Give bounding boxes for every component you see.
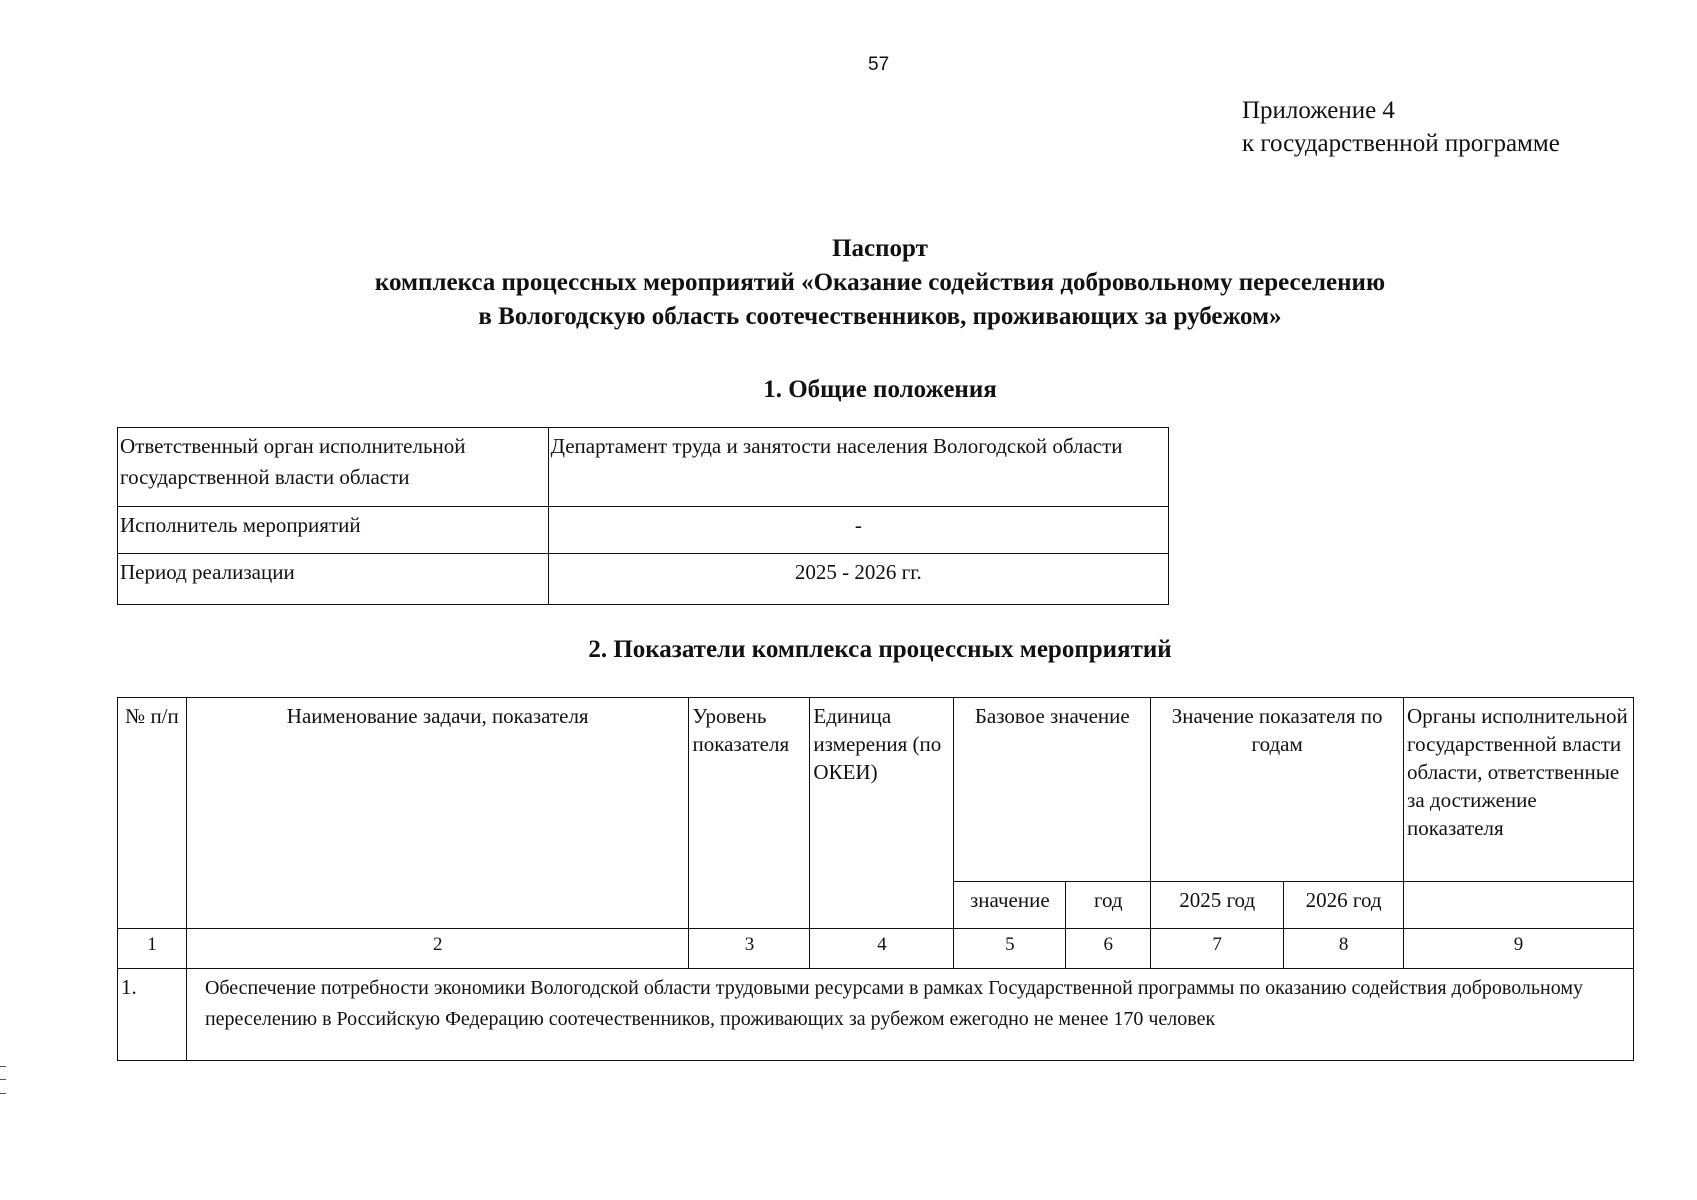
header-2026: 2026 год xyxy=(1284,882,1404,929)
column-numbers-row xyxy=(118,929,1634,969)
row-value: Департамент труда и занятости населения Вологодской области xyxy=(548,428,1168,507)
header-2025: 2025 год xyxy=(1151,882,1284,929)
column-number: 8 xyxy=(1284,929,1404,969)
header-organs: Органы исполнительной государственной власти области, ответственные за достижение показателя xyxy=(1404,698,1634,882)
document-title xyxy=(0,232,1697,334)
task-num: 1. xyxy=(118,969,187,1061)
header-by-years: Значение показателя по годам xyxy=(1151,698,1404,882)
general-provisions-table xyxy=(117,427,1169,605)
header-organs-empty xyxy=(1404,882,1634,929)
column-number: 1 xyxy=(118,929,187,969)
section-1-heading: 1. Общие положения xyxy=(763,376,997,403)
table-row xyxy=(118,507,1169,554)
column-number: 4 xyxy=(810,929,954,969)
header-unit: Единица измерения (по ОКЕИ) xyxy=(810,698,954,929)
section-2-heading: 2. Показатели комплекса процессных мероприятий xyxy=(588,636,1172,663)
margin-marks xyxy=(0,1066,6,1094)
title-line-3: в Вологодскую область соотечественников, проживающих за рубежом» xyxy=(478,303,1282,330)
column-number: 9 xyxy=(1404,929,1634,969)
header-name: Наименование задачи, показателя xyxy=(186,698,689,929)
table-row xyxy=(118,554,1169,605)
row-value: 2025 - 2026 гг. xyxy=(548,554,1168,605)
appendix-line-1: Приложение 4 xyxy=(1242,97,1395,124)
header-level: Уровень показателя xyxy=(689,698,810,929)
column-number: 6 xyxy=(1066,929,1151,969)
header-base-year: год xyxy=(1066,882,1151,929)
table-row xyxy=(118,969,1634,1061)
column-number: 5 xyxy=(954,929,1066,969)
appendix-note xyxy=(1242,94,1560,160)
row-label: Исполнитель мероприятий xyxy=(118,507,549,554)
task-text: Обеспечение потребности экономики Вологодской области трудовыми ресурсами в рамках Государственной программы по оказанию содействия добровольному переселению в Российскую Федерацию соотечественников, проживающих за рубежом ежегодно не менее 170 человек xyxy=(186,969,1633,1061)
appendix-line-2: к государственной программе xyxy=(1242,130,1560,157)
header-num: № п/п xyxy=(118,698,187,929)
column-number: 7 xyxy=(1151,929,1284,969)
header-base: Базовое значение xyxy=(954,698,1151,882)
column-number: 3 xyxy=(689,929,810,969)
header-base-value: значение xyxy=(954,882,1066,929)
row-label: Период реализации xyxy=(118,554,549,605)
title-line-2: комплекса процессных мероприятий «Оказание содействия добровольному переселению xyxy=(374,269,1386,296)
row-value: - xyxy=(548,507,1168,554)
column-number: 2 xyxy=(186,929,689,969)
header-row xyxy=(118,698,1634,882)
indicators-table xyxy=(117,697,1634,1061)
page-number: 57 xyxy=(868,54,890,75)
table-row xyxy=(118,428,1169,507)
row-label: Ответственный орган исполнительной государственной власти области xyxy=(118,428,549,507)
title-line-1: Паспорт xyxy=(832,235,928,262)
